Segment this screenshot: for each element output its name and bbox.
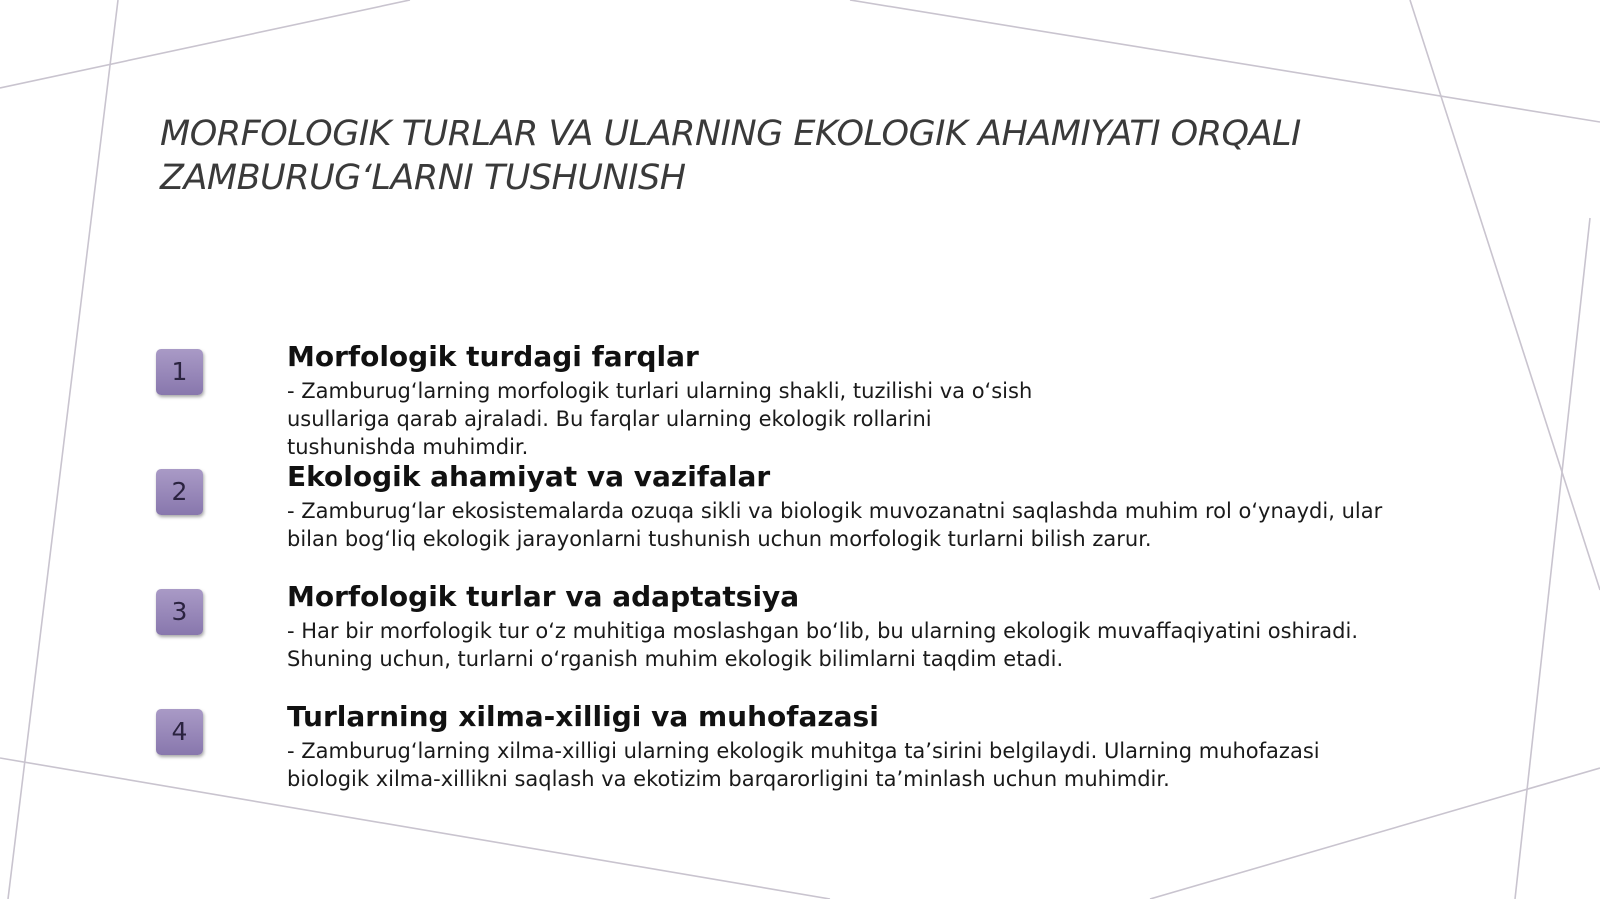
item-title: Morfologik turlar va adaptatsiya [287,580,800,613]
item-number-badge: 3 [156,589,203,635]
item-title: Ekologik ahamiyat va vazifalar [287,460,771,493]
item-description: - Zamburug‘larning morfologik turlari ularning shakli, tuzilishi va o‘sish usullariga qarab ajraladi. Bu farqlar ularning ekologik rollarini tushunishda muhimdir. [287,379,1033,459]
item-title: Turlarning xilma-xilligi va muhofazasi [287,700,879,733]
item-number-badge: 1 [156,349,203,395]
item-description: - Zamburug‘larning xilma-xilligi ularning ekologik muhitga ta’sirini belgilaydi. Ularning muhofazasi biologik xilma-xillikni saqlash va ekotizim barqarorligini ta’minlash uchun muhimdir. [287,739,1320,791]
item-description: - Zamburug‘lar ekosistemalarda ozuqa sikli va biologik muvozanatni saqlashda muhim rol o‘ynaydi, ular bilan bog‘liq ekologik jarayonlarni tushunish uchun morfologik turlarni bilish zarur. [287,499,1383,551]
item-number-badge: 4 [156,709,203,755]
item-number-badge: 2 [156,469,203,515]
item-title: Morfologik turdagi farqlar [287,340,699,373]
slide-title: MORFOLOGIK TURLAR VA ULARNING EKOLOGIK AHAMIYATI ORQALI ZAMBURUG‘LARNI TUSHUNISH [160,114,1301,198]
item-description: - Har bir morfologik tur o‘z muhitiga moslashgan bo‘lib, bu ularning ekologik muvaffaqiyatini oshiradi. Shuning uchun, turlarni o‘rganish muhim ekologik bilimlarni taqdim etadi. [287,619,1359,671]
